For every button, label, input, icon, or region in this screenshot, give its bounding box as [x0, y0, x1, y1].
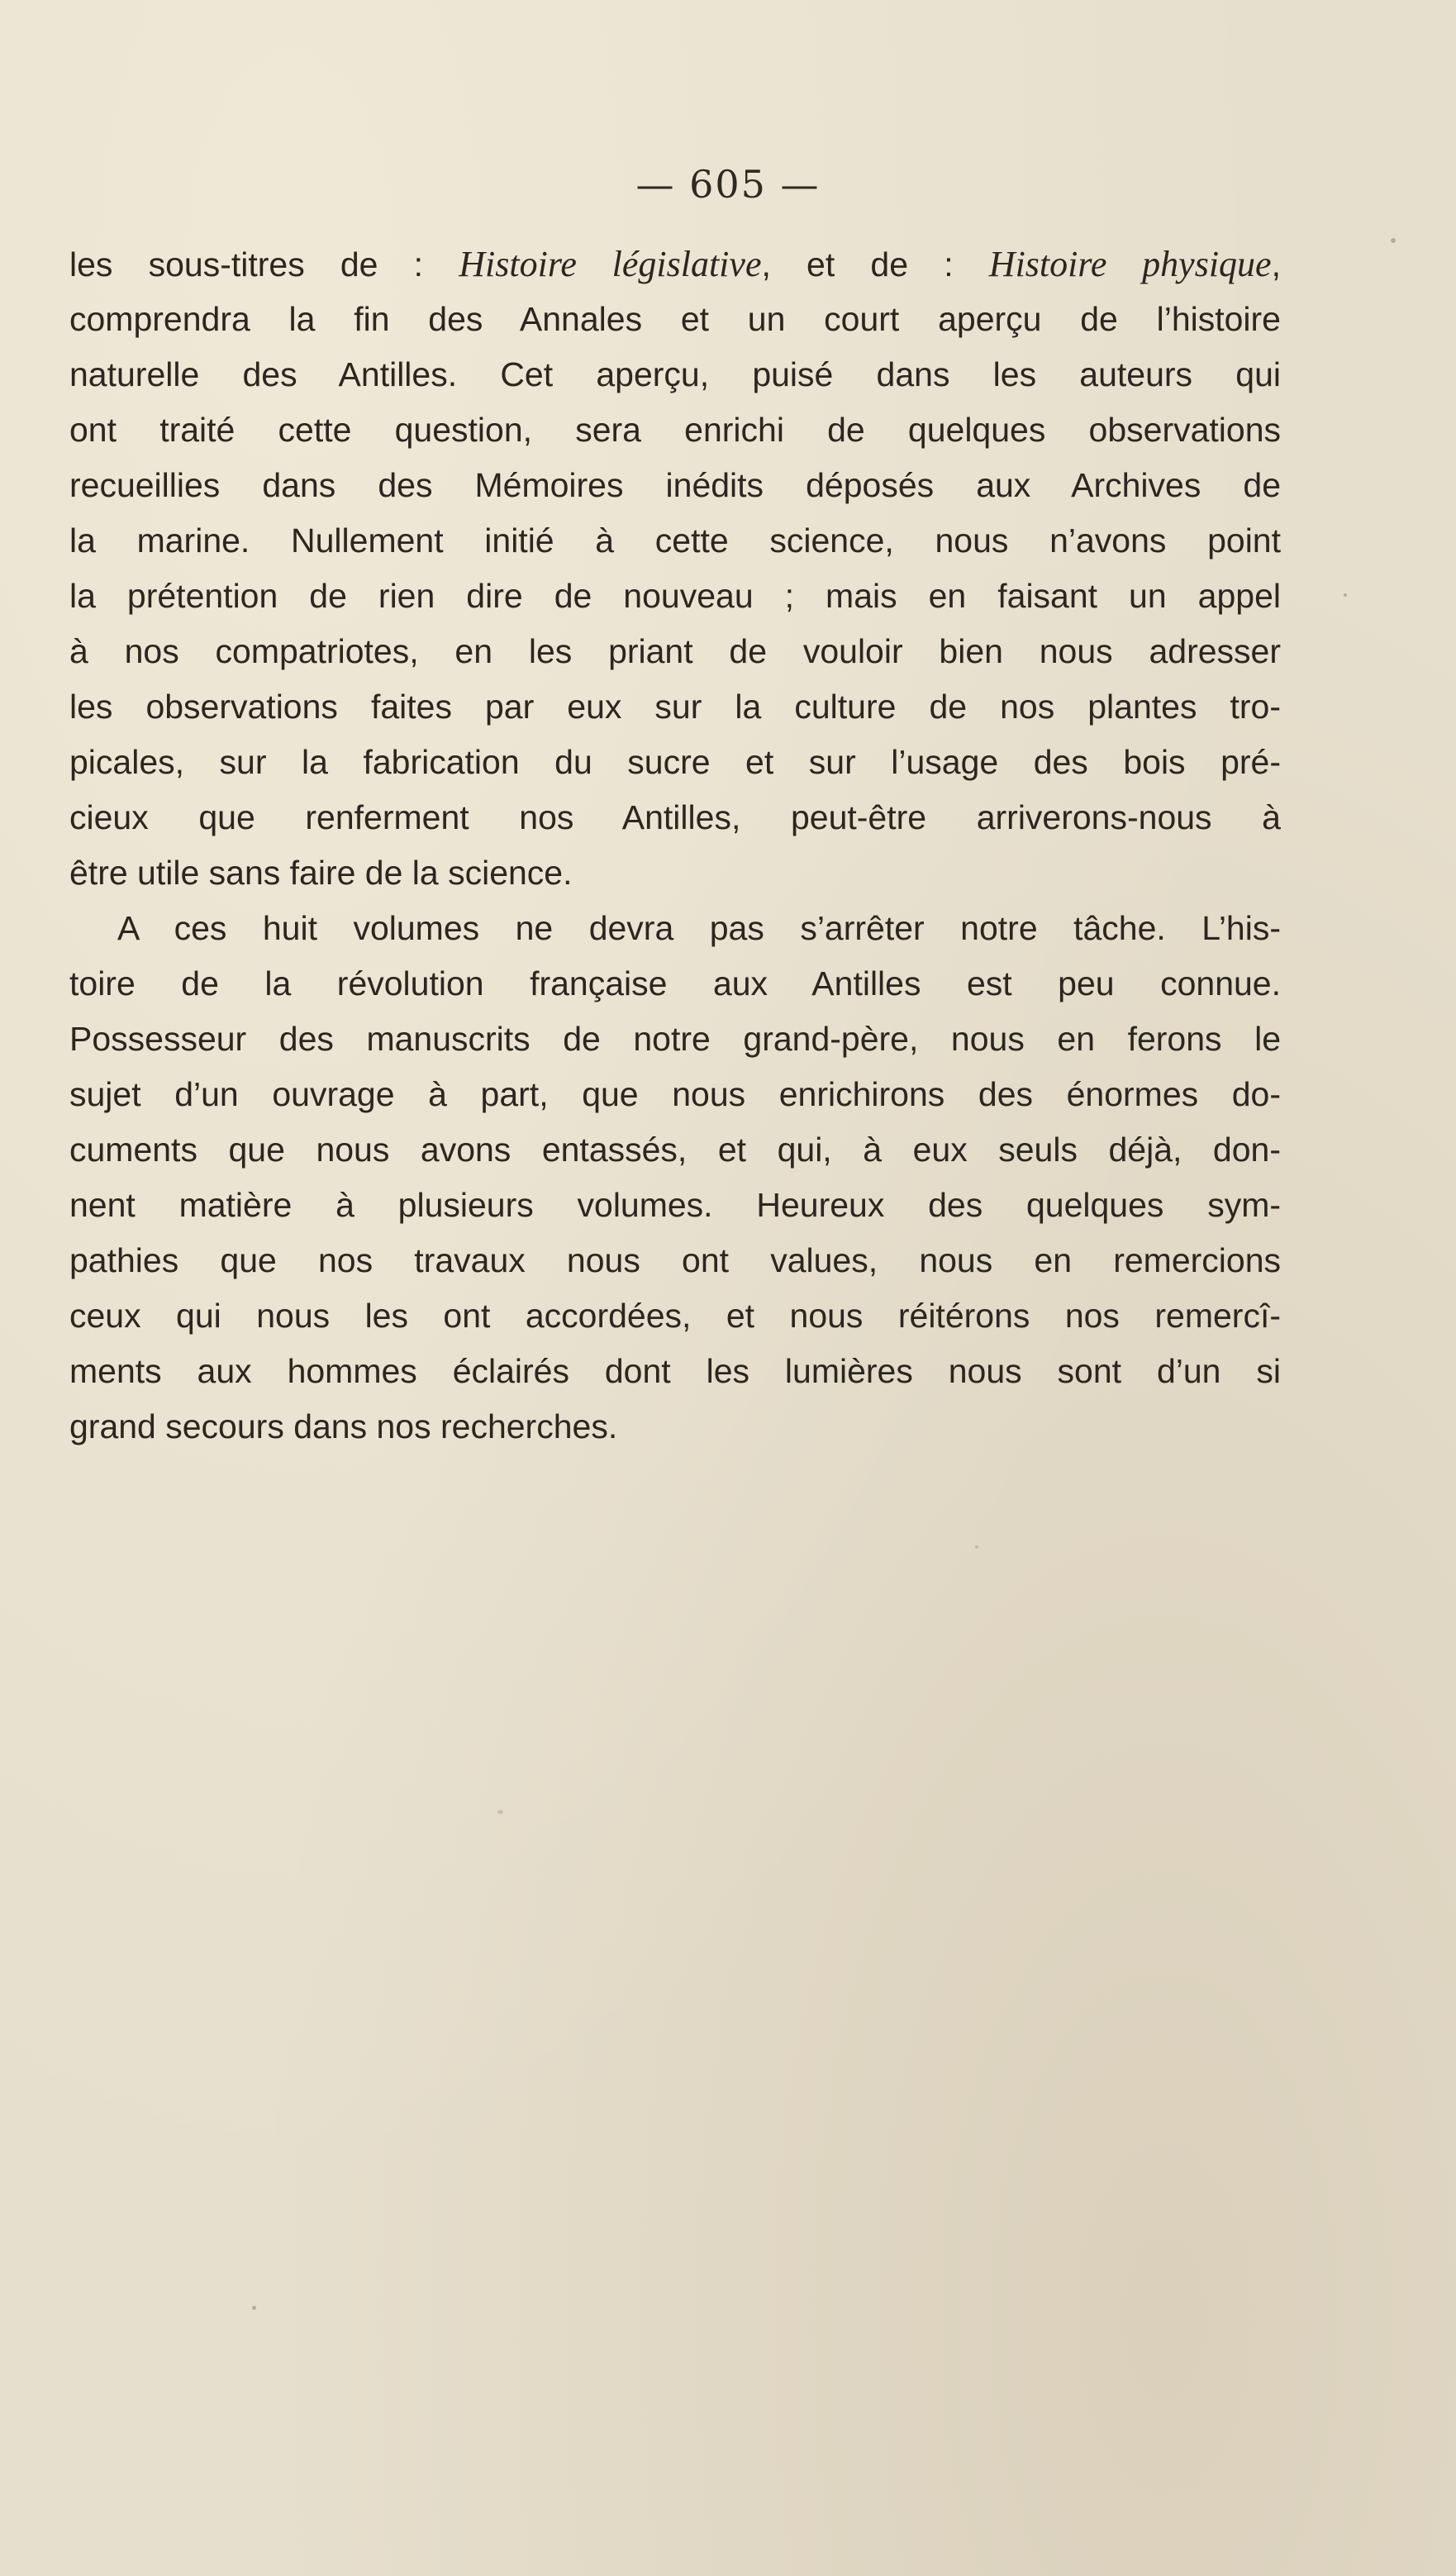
text-line	[69, 956, 1281, 1012]
text-line	[69, 569, 1281, 624]
text-line	[69, 901, 1281, 956]
body-text	[69, 236, 1281, 1455]
text-segment: à nos compatriotes, en les priant de vouloir bien nous adresser	[69, 632, 1281, 670]
page-number: — 605 —	[635, 162, 821, 207]
text-line	[69, 1399, 1281, 1455]
paragraph	[69, 236, 1281, 901]
text-segment: toire de la révolution française aux Antilles est peu connue.	[69, 964, 1281, 1002]
text-segment: A ces huit volumes ne devra pas s’arrêter notre tâche. L’his-	[117, 909, 1281, 947]
text-segment: sujet d’un ouvrage à part, que nous enrichirons des énormes do-	[69, 1075, 1281, 1113]
text-line	[69, 1233, 1281, 1288]
paper-speck	[975, 1545, 978, 1549]
paper-speck	[497, 1810, 503, 1814]
text-segment: grand secours dans nos recherches.	[69, 1407, 618, 1445]
text-segment: pathies que nos travaux nous ont values, nous en remercions	[69, 1241, 1281, 1279]
text-segment: ments aux hommes éclairés dont les lumières nous sont d’un si	[69, 1352, 1281, 1390]
text-segment: comprendra la fin des Annales et un court aperçu de l’histoire	[69, 300, 1281, 338]
text-segment: la prétention de rien dire de nouveau ; mais en faisant un appel	[69, 577, 1281, 615]
text-line	[69, 624, 1281, 679]
text-line	[69, 1178, 1281, 1233]
text-segment: les sous-titres de :	[69, 245, 459, 283]
text-line	[69, 292, 1281, 347]
text-segment: nent matière à plusieurs volumes. Heureux des quelques sym-	[69, 1186, 1281, 1224]
paper-speck	[252, 2306, 256, 2310]
text-segment: Possesseur des manuscrits de notre grand-père, nous en ferons le	[69, 1020, 1281, 1058]
text-line	[69, 1122, 1281, 1178]
paper-speck	[1344, 593, 1347, 597]
text-segment: cuments que nous avons entassés, et qui, à eux seuls déjà, don-	[69, 1131, 1281, 1169]
text-line	[69, 845, 1281, 901]
text-segment: ont traité cette question, sera enrichi de quelques observations	[69, 411, 1281, 449]
text-segment: les observations faites par eux sur la culture de nos plantes tro-	[69, 688, 1281, 726]
text-line	[69, 236, 1281, 292]
text-line	[69, 402, 1281, 458]
italic-title: Histoire législative	[459, 244, 762, 284]
text-line	[69, 1288, 1281, 1344]
text-line	[69, 458, 1281, 513]
text-line	[69, 1067, 1281, 1122]
italic-title: Histoire physique	[988, 244, 1272, 284]
text-line	[69, 347, 1281, 402]
paper-speck	[1391, 238, 1396, 243]
text-line	[69, 735, 1281, 790]
paragraph	[69, 901, 1281, 1455]
text-segment: recueillies dans des Mémoires inédits déposés aux Archives de	[69, 466, 1281, 504]
text-segment: être utile sans faire de la science.	[69, 854, 573, 892]
text-segment: cieux que renferment nos Antilles, peut-être arriverons-nous à	[69, 798, 1281, 836]
text-segment: la marine. Nullement initié à cette science, nous n’avons point	[69, 521, 1281, 559]
text-segment: ,	[1271, 245, 1281, 283]
text-line	[69, 679, 1281, 735]
text-segment: naturelle des Antilles. Cet aperçu, puisé dans les auteurs qui	[69, 355, 1281, 393]
text-line	[69, 1344, 1281, 1399]
text-segment: picales, sur la fabrication du sucre et sur l’usage des bois pré-	[69, 743, 1281, 781]
text-segment: ceux qui nous les ont accordées, et nous réitérons nos remercî-	[69, 1297, 1281, 1335]
text-segment: , et de :	[761, 245, 989, 283]
text-line	[69, 513, 1281, 569]
text-line	[69, 790, 1281, 845]
text-line	[69, 1012, 1281, 1067]
